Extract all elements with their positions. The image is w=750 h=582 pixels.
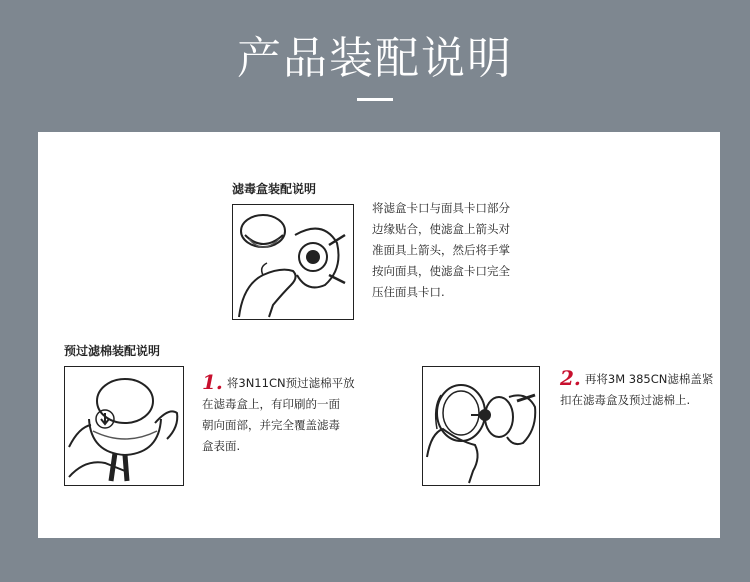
prefilter-step1-instructions xyxy=(202,372,355,457)
cartridge-section-heading: 滤毒盒装配说明 xyxy=(232,182,317,196)
step1-line xyxy=(202,372,355,394)
step1-line-text: 将3N11CN预过滤棉平放 xyxy=(226,376,355,390)
cartridge-instructions xyxy=(372,198,510,303)
step2-number: 2. xyxy=(560,366,581,390)
step1-number: 1. xyxy=(202,370,223,394)
step1-line: 朝向面部，并完全覆盖滤毒 xyxy=(202,418,340,432)
prefilter-section-heading: 预过滤棉装配说明 xyxy=(64,344,161,358)
cartridge-line: 按向面具，使滤盒卡口完全 xyxy=(372,264,510,278)
prefilter-step2-instructions xyxy=(560,368,713,411)
title-underline xyxy=(357,98,393,101)
step1-line: 盒表面. xyxy=(202,439,241,453)
cartridge-illustration xyxy=(232,204,354,320)
prefilter-illustration-step1 xyxy=(64,366,184,486)
filter-cover-drawing xyxy=(423,367,538,484)
step1-line: 在滤毒盒上，有印刷的一面 xyxy=(202,397,340,411)
step2-line-text: 再将3M 385CN滤棉盖紧 xyxy=(584,372,714,386)
step2-line xyxy=(560,368,713,390)
page-title: 产品装配说明 xyxy=(237,33,513,84)
prefilter-illustration-step2 xyxy=(422,366,540,486)
instruction-panel xyxy=(38,132,720,538)
cartridge-line: 将滤盒卡口与面具卡口部分 xyxy=(372,201,510,215)
cartridge-attach-drawing xyxy=(233,205,352,318)
step2-line: 扣在滤毒盒及预过滤棉上. xyxy=(560,393,691,407)
cartridge-line: 准面具上箭头，然后将手掌 xyxy=(372,243,510,257)
cartridge-line: 边缘贴合，使滤盒上箭头对 xyxy=(372,222,510,236)
cartridge-line: 压住面具卡口. xyxy=(372,285,445,299)
prefilter-place-drawing xyxy=(65,367,182,484)
